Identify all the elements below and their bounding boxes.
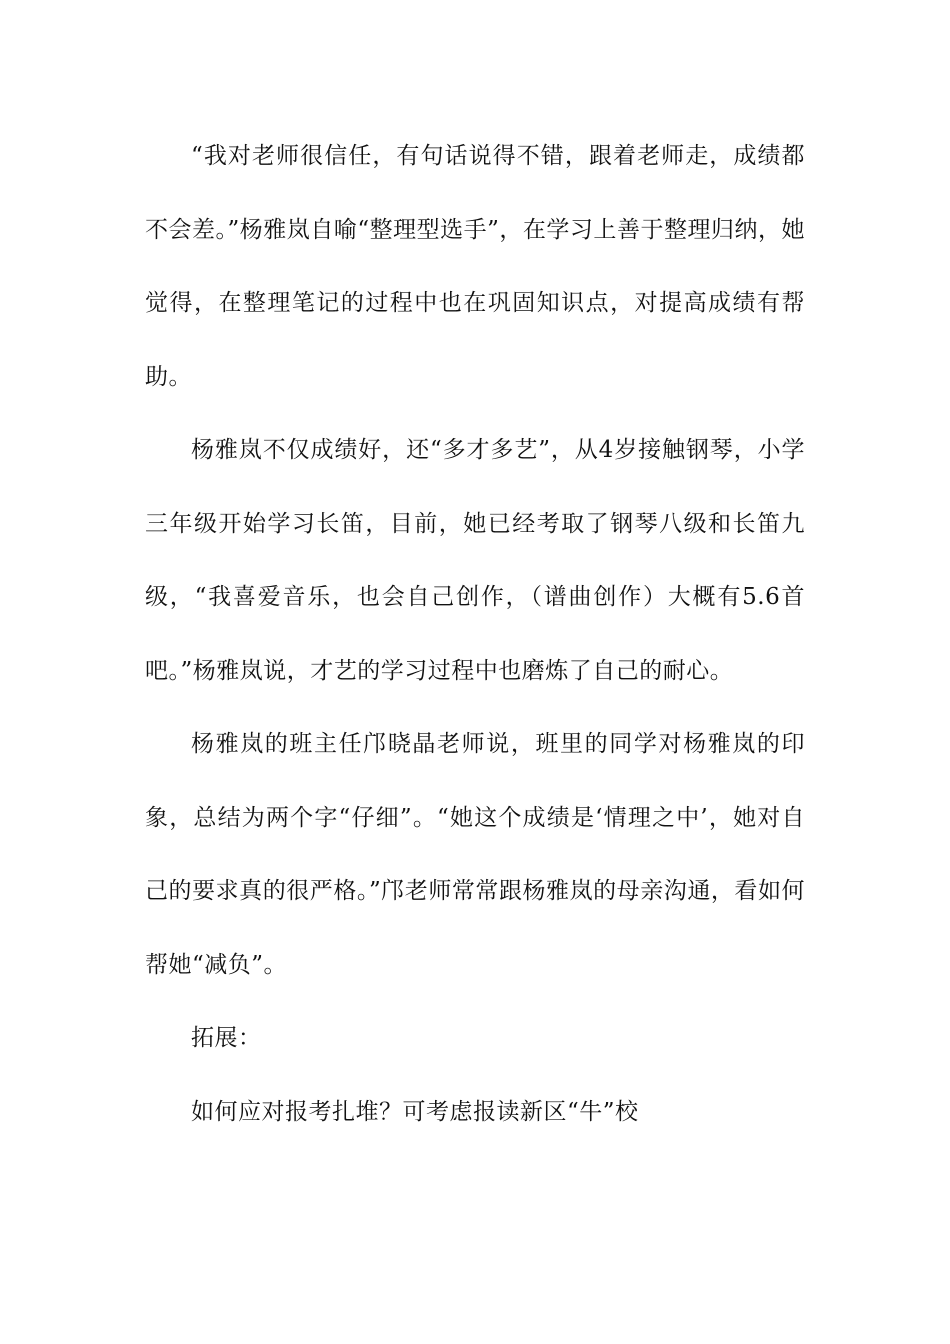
paragraph-talents: 杨雅岚不仅成绩好，还“多才多艺”，从4岁接触钢琴，小学三年级开始学习长笛，目前，她已经考取了钢琴八级和长笛九级，“我喜爱音乐，也会自己创作，（谱曲创作）大概有5.6首吧。”杨雅岚说，才艺的学习过程中也磨炼了自己的耐心。 bbox=[145, 437, 805, 684]
paragraph-extension-heading: 拓展： bbox=[191, 1025, 262, 1051]
article-body bbox=[145, 120, 805, 1149]
paragraph-teacher-trust: “我对老师很信任，有句话说得不错，跟着老师走，成绩都不会差。”杨雅岚自喻“整理型选手”，在学习上善于整理归纳，她觉得，在整理笔记的过程中也在巩固知识点，对提高成绩有帮助。 bbox=[145, 143, 805, 390]
paragraph-extension-topic: 如何应对报考扎堆？可考虑报读新区“牛”校 bbox=[191, 1098, 639, 1125]
paragraph-class-teacher: 杨雅岚的班主任邝晓晶老师说，班里的同学对杨雅岚的印象，总结为两个字“仔细”。“她这个成绩是‘情理之中’，她对自己的要求真的很严格。”邝老师常常跟杨雅岚的母亲沟通，看如何帮她“减负”。 bbox=[145, 731, 805, 978]
